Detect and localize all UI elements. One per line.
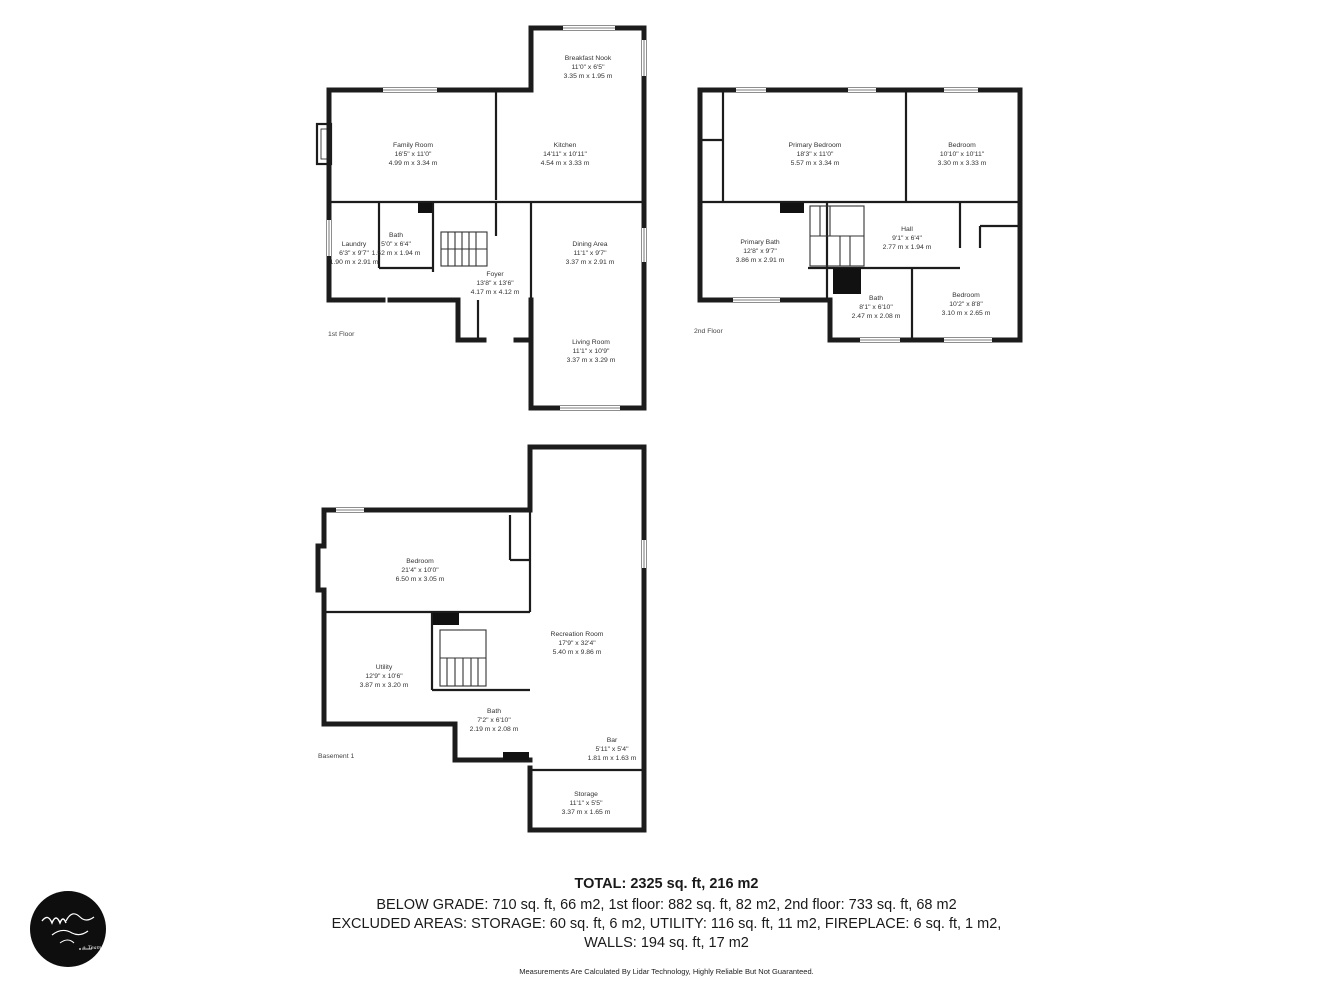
room-label-first-kitchen: [541, 142, 590, 167]
room-imperial: 11'0" x 6'5": [571, 64, 605, 71]
room-name: Family Room: [392, 142, 434, 149]
room-metric: 2.77 m x 1.94 m: [882, 244, 932, 251]
room-label-first-family-room: [389, 142, 438, 167]
room-name: Storage: [574, 791, 598, 798]
room-imperial: 14'11" x 10'11": [543, 151, 587, 158]
room-name: Bedroom: [948, 142, 976, 149]
room-imperial: 16'5" x 11'0": [394, 151, 432, 158]
room-imperial: 21'4" x 10'0": [401, 567, 439, 574]
room-metric: 3.87 m x 3.20 m: [359, 682, 409, 689]
excluded-areas: EXCLUDED AREAS: STORAGE: 60 sq. ft, 6 m2, UTILITY: 116 sq. ft, 11 m2, FIREPLACE: 6 sq. ft, 1 m2,: [331, 916, 1002, 932]
room-label-first-living-room: [567, 339, 616, 364]
basement-recreation-wall: [530, 447, 644, 830]
room-imperial: 10'10" x 10'11": [939, 151, 985, 158]
room-imperial: 7'2" x 6'10": [477, 717, 511, 724]
room-label-second-bedroom: [942, 292, 991, 317]
room-name: Utility: [375, 664, 393, 671]
room-name: Living Room: [572, 339, 610, 346]
room-name: Bedroom: [406, 558, 434, 565]
room-name: Foyer: [486, 271, 504, 278]
room-name: Hall: [901, 226, 913, 233]
room-name: Primary Bath: [740, 239, 780, 246]
room-name: Kitchen: [553, 142, 577, 149]
room-label-second-bath: [852, 295, 901, 320]
room-metric: 1.81 m x 1.63 m: [587, 755, 637, 762]
room-metric: 5.57 m x 3.34 m: [790, 160, 840, 167]
room-imperial: 12'8" x 9'7": [743, 248, 777, 255]
second-floor-label: 2nd Floor: [694, 328, 723, 335]
room-imperial: 11'1" x 5'5": [569, 800, 603, 807]
room-imperial: 13'8" x 13'6": [476, 280, 514, 287]
basement-label: Basement 1: [318, 753, 355, 760]
room-label-basement-storage: [562, 791, 611, 816]
room-name: Recreation Room: [550, 631, 604, 638]
room-metric: 3.35 m x 1.95 m: [563, 73, 613, 80]
room-imperial: 11'1" x 9'7": [573, 250, 607, 257]
stair-void: [833, 268, 861, 294]
room-name: Bedroom: [952, 292, 980, 299]
room-imperial: 5'11" x 5'4": [595, 746, 629, 753]
room-metric: 2.47 m x 2.08 m: [851, 313, 901, 320]
room-metric: 3.30 m x 3.33 m: [937, 160, 987, 167]
room-metric: 2.19 m x 2.08 m: [469, 726, 519, 733]
basement-stairs: [440, 630, 486, 686]
basement-block: [433, 613, 459, 625]
room-name: Laundry: [341, 241, 367, 248]
room-name: Bath: [487, 708, 501, 715]
room-label-second-hall: [883, 226, 932, 251]
room-name: Breakfast Nook: [564, 55, 612, 62]
room-metric: 3.37 m x 2.91 m: [565, 259, 615, 266]
column-block: [418, 203, 432, 213]
room-imperial: 11'1" x 10'9": [572, 348, 610, 355]
room-labels: [330, 55, 991, 816]
room-label-basement-recreation-room: [551, 631, 604, 656]
room-label-second-primary-bedroom: [789, 142, 842, 167]
room-metric: 4.17 m x 4.12 m: [470, 289, 520, 296]
first-floor-label: 1st Floor: [328, 331, 355, 338]
room-metric: 3.37 m x 1.65 m: [561, 809, 611, 816]
room-metric: 1.90 m x 2.91 m: [329, 259, 379, 266]
room-metric: 4.54 m x 3.33 m: [540, 160, 590, 167]
room-metric: 4.99 m x 3.34 m: [388, 160, 438, 167]
below-grade-area: BELOW GRADE: 710 sq. ft, 66 m2, 1st floor: 882 sq. ft, 82 m2, 2nd floor: 733 sq. ft, 68 m2: [376, 897, 957, 913]
room-name: Primary Bedroom: [788, 142, 842, 149]
room-imperial: 9'1" x 6'4": [892, 235, 922, 242]
room-imperial: 10'2" x 8'8": [949, 301, 983, 308]
room-metric: 3.10 m x 2.65 m: [941, 310, 991, 317]
room-label-basement-utility: [360, 664, 409, 689]
room-name: Dining Area: [572, 241, 608, 248]
room-imperial: 5'0" x 6'4": [381, 241, 411, 248]
room-name: Bath: [869, 295, 883, 302]
room-label-basement-bar: [588, 737, 637, 762]
first-floor-stairs: [441, 232, 487, 266]
room-name: Bar: [606, 737, 618, 744]
chimney-block: [780, 203, 804, 213]
room-label-second-primary-bath: [736, 239, 785, 264]
room-imperial: 17'9" x 32'4": [558, 640, 596, 647]
room-metric: 3.37 m x 3.29 m: [566, 357, 616, 364]
room-imperial: 8'1" x 6'10": [859, 304, 893, 311]
logo-text-line1: [52, 914, 53, 915]
room-metric: 3.86 m x 2.91 m: [735, 257, 785, 264]
logo-text-line3: + Team: [82, 945, 102, 951]
room-label-basement-bedroom: [396, 558, 445, 583]
room-label-first-breakfast-nook: [564, 55, 613, 80]
room-metric: 6.50 m x 3.05 m: [395, 576, 445, 583]
room-name: Bath: [389, 232, 403, 239]
room-imperial: 6'3" x 9'7": [339, 250, 369, 257]
room-imperial: 18'3" x 11'0": [796, 151, 834, 158]
total-area: TOTAL: 2325 sq. ft, 216 m2: [574, 876, 759, 892]
room-label-basement-bath: [470, 708, 519, 733]
second-floor-stairs: [810, 206, 864, 266]
room-imperial: 12'9" x 10'6": [365, 673, 403, 680]
room-metric: 5.40 m x 9.86 m: [552, 649, 602, 656]
walls-area: WALLS: 194 sq. ft, 17 m2: [584, 935, 749, 951]
room-metric: 1.52 m x 1.94 m: [371, 250, 421, 257]
measurement-disclaimer: Measurements Are Calculated By Lidar Technology, Highly Reliable But Not Guaranteed.: [519, 967, 814, 976]
basement-plan: [318, 447, 644, 830]
room-label-first-dining-area: [566, 241, 615, 266]
room-label-first-foyer: [471, 271, 520, 296]
room-label-second-bedroom: [938, 142, 987, 167]
